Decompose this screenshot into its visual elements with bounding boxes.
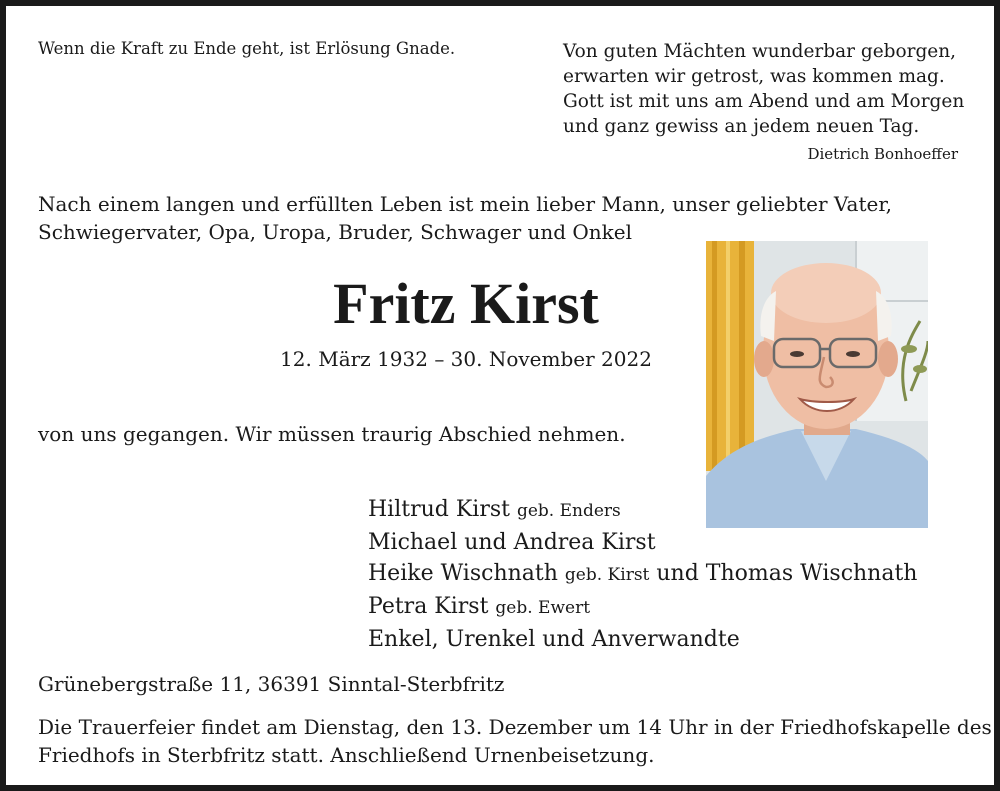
intro-line: Schwiegervater, Opa, Uropa, Bruder, Schwager und Onkel — [38, 220, 633, 244]
poem-line: und ganz gewiss an jedem neuen Tag. — [563, 116, 920, 137]
family-member — [368, 624, 917, 655]
intro-line: Nach einem langen und erfüllten Leben ist mein lieber Mann, unser geliebter Vater, — [38, 192, 893, 216]
member-name: Michael und Andrea Kirst — [368, 530, 656, 555]
family-member — [368, 527, 917, 558]
mourning-address: Grünebergstraße 11, 36391 Sinntal-Sterbfritz — [38, 672, 505, 696]
life-dates: 12. März 1932 – 30. November 2022 — [280, 347, 652, 371]
member-partner: und Thomas Wischnath — [656, 561, 918, 586]
intro-text — [38, 190, 892, 246]
bonhoeffer-poem — [563, 39, 964, 139]
poem-line: Von guten Mächten wunderbar geborgen, — [563, 41, 957, 62]
poem-line: erwarten wir getrost, was kommen mag. — [563, 66, 945, 87]
family-members — [368, 494, 917, 655]
deceased-name: Fritz Kirst — [333, 271, 599, 336]
member-birth-name: geb. Kirst — [564, 565, 650, 585]
funeral-info-line: Friedhofs in Sterbfritz statt. Anschließend Urnenbeisetzung. — [38, 743, 655, 767]
funeral-info — [38, 713, 992, 769]
opening-quote: Wenn die Kraft zu Ende geht, ist Erlösung Gnade. — [38, 39, 456, 58]
member-name: Heike Wischnath — [368, 561, 558, 586]
member-birth-name: geb. Enders — [516, 501, 621, 521]
family-member — [368, 558, 917, 591]
family-member — [368, 494, 917, 527]
family-member — [368, 591, 917, 624]
poem-line: Gott ist mit uns am Abend und am Morgen — [563, 91, 965, 112]
funeral-info-line: Die Trauerfeier findet am Dienstag, den 13. Dezember um 14 Uhr in der Friedhofskapelle des — [38, 715, 992, 739]
member-birth-name: geb. Ewert — [495, 598, 591, 618]
member-name: Enkel, Urenkel und Anverwandte — [368, 627, 740, 652]
member-name: Hiltrud Kirst — [368, 497, 510, 522]
farewell-text: von uns gegangen. Wir müssen traurig Abschied nehmen. — [38, 422, 626, 446]
member-name: Petra Kirst — [368, 594, 489, 619]
portrait-photo — [706, 241, 928, 528]
poem-author: Dietrich Bonhoeffer — [807, 145, 958, 163]
